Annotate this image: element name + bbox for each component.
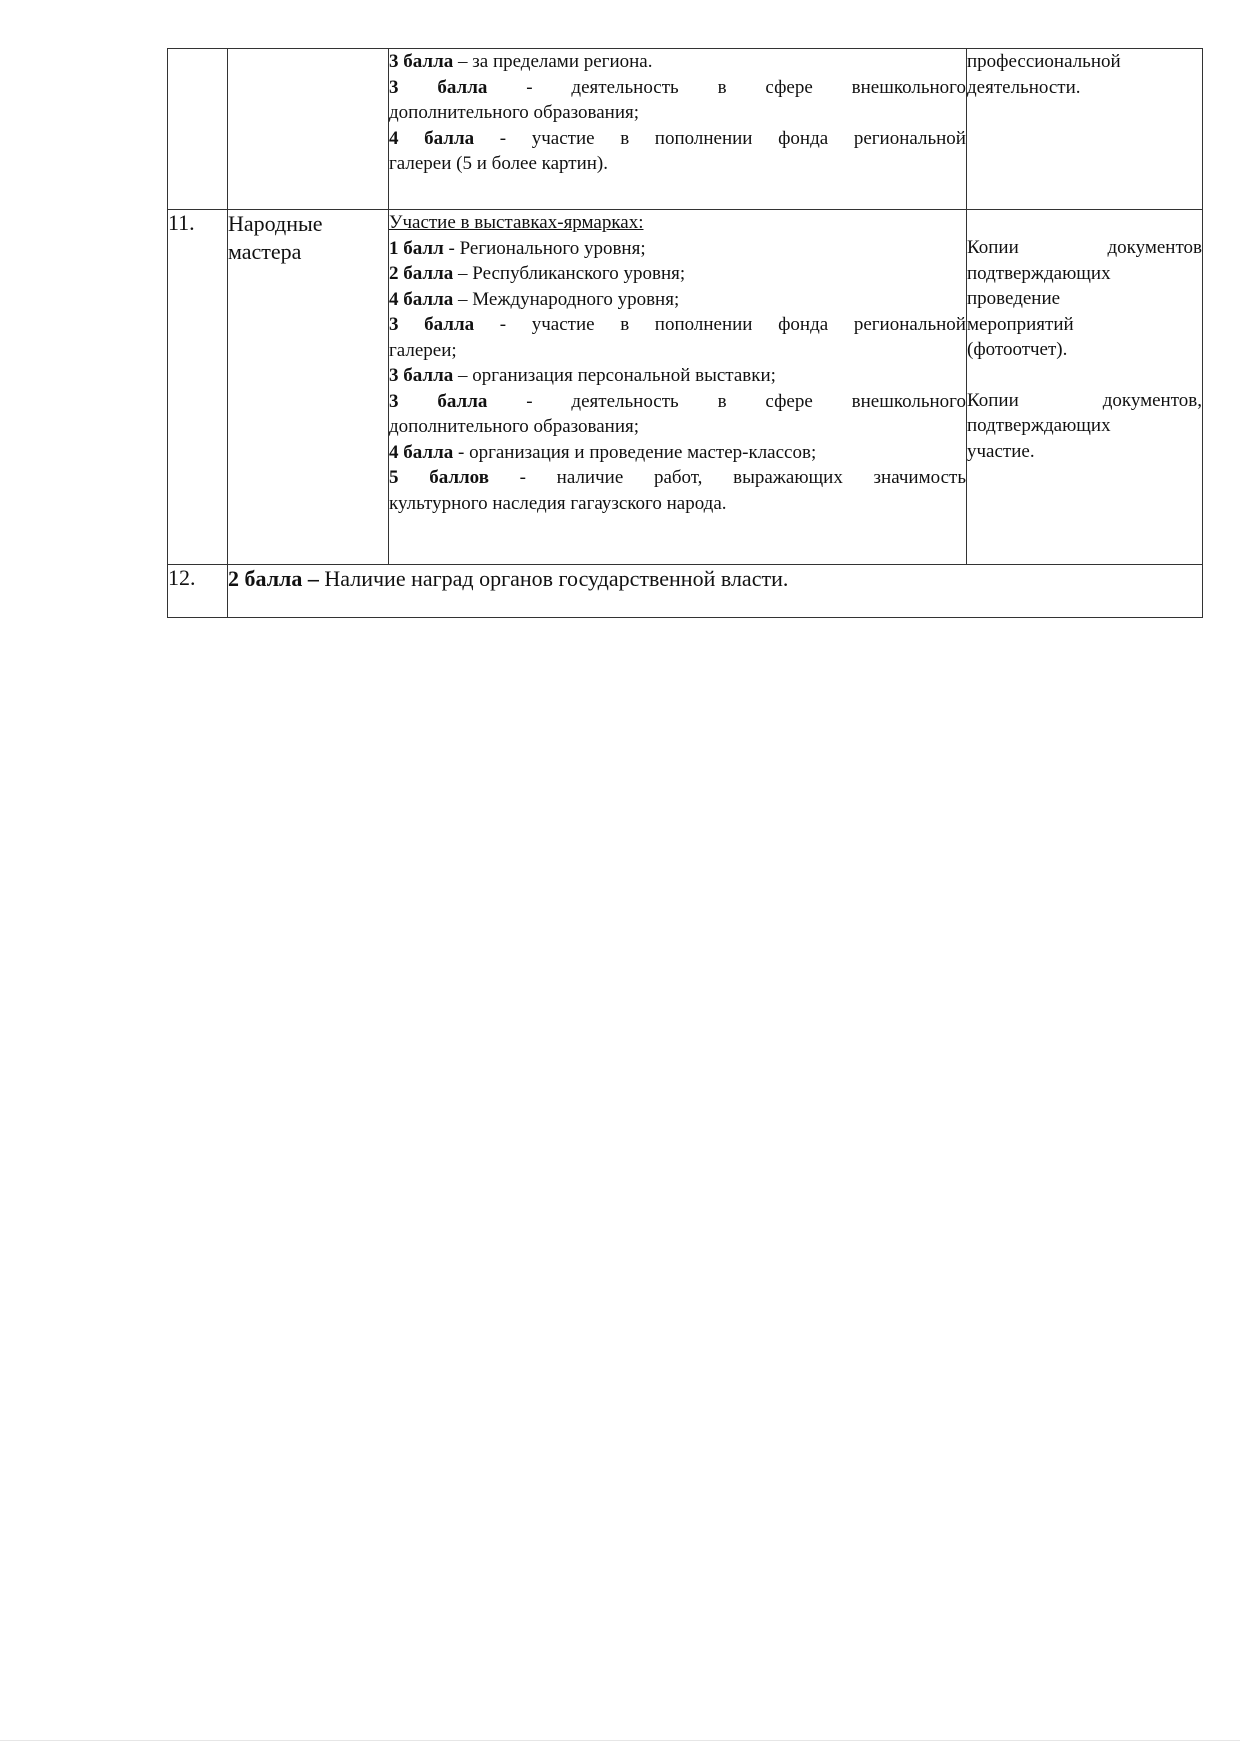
- documents-line: профессиональной: [967, 51, 1121, 72]
- nomination-name-line: мастера: [228, 239, 302, 264]
- documents-line: проведение: [967, 288, 1061, 309]
- row-number: [168, 49, 228, 210]
- documents-line: подтверждающих: [967, 415, 1111, 436]
- criteria-line: галереи;: [389, 339, 457, 361]
- award-criteria-cell: [228, 565, 1203, 618]
- criteria-line: 4 балла - участие в пополнении фонда региональной: [389, 127, 966, 149]
- documents-line: деятельности.: [967, 76, 1081, 98]
- criteria-line: галереи (5 и более картин).: [389, 153, 609, 174]
- documents-line: мероприятий: [967, 313, 1074, 335]
- row-number: 11.: [168, 210, 228, 565]
- table-row: [168, 49, 1203, 210]
- criteria-line: 3 балла - деятельность в сфере внешкольного: [389, 390, 966, 412]
- award-text: Наличие наград органов государственной власти.: [318, 566, 789, 591]
- criteria-line: дополнительного образования;: [389, 102, 640, 123]
- criteria-cell: [389, 210, 967, 565]
- scan-edge-line: [0, 1740, 1240, 1741]
- table-row: [168, 565, 1203, 618]
- criteria-line: 2 балла – Республиканского уровня;: [389, 263, 686, 284]
- criteria-line: 4 балла – Международного уровня;: [389, 288, 680, 310]
- spacer: [967, 210, 1202, 235]
- criteria-line: 3 балла – за пределами региона.: [389, 51, 653, 72]
- documents-line: подтверждающих: [967, 262, 1111, 284]
- table-row: [168, 210, 1203, 565]
- criteria-line: 5 баллов - наличие работ, выражающих значимость: [389, 467, 966, 488]
- documents-line: Копии документов,: [967, 389, 1202, 411]
- criteria-line: 4 балла - организация и проведение мастер-классов;: [389, 441, 817, 463]
- spacer: [967, 363, 1202, 388]
- criteria-line: 3 балла - деятельность в сфере внешкольного: [389, 76, 966, 98]
- criteria-line: дополнительного образования;: [389, 416, 640, 437]
- criteria-line: 3 балла - участие в пополнении фонда региональной: [389, 314, 966, 335]
- documents-cell: [967, 49, 1203, 210]
- criteria-cell: [389, 49, 967, 210]
- criteria-heading: Участие в выставках-ярмарках:: [389, 212, 644, 233]
- documents-cell: [967, 210, 1203, 565]
- nomination-name: [228, 210, 389, 565]
- documents-line: (фотоотчет).: [967, 339, 1068, 360]
- row-number: 12.: [168, 565, 228, 618]
- criteria-line: 1 балл - Регионального уровня;: [389, 237, 646, 259]
- criteria-table: [167, 48, 1203, 618]
- nomination-name: [228, 49, 389, 210]
- documents-line: участие.: [967, 440, 1035, 462]
- criteria-line: 3 балла – организация персональной выставки;: [389, 365, 776, 386]
- documents-line: Копии документов: [967, 237, 1202, 258]
- nomination-name-line: Народные: [228, 211, 323, 236]
- award-points: 2 балла –: [228, 566, 319, 591]
- criteria-line: культурного наследия гагаузского народа.: [389, 492, 727, 514]
